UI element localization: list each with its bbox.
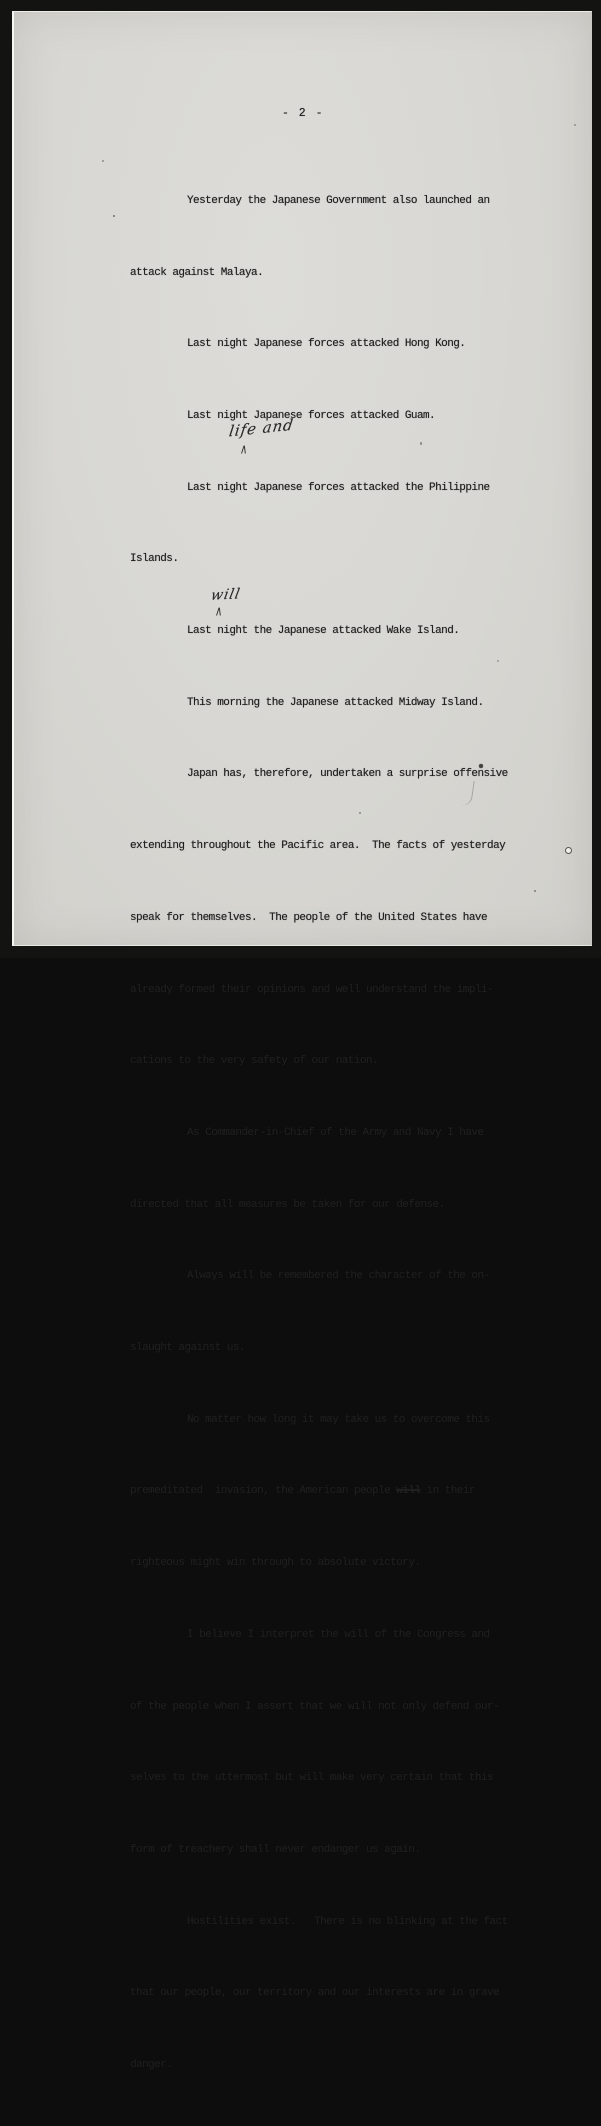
typed-line: of the people when I assert that we will not only defend our-: [130, 1700, 500, 1713]
insertion-caret: ∧: [214, 604, 224, 620]
dust-speck: [479, 764, 483, 768]
dust-speck: [534, 890, 536, 892]
typed-line: Last night the Japanese attacked Wake Island.: [187, 625, 460, 638]
typed-line: already formed their opinions and well understand the impli-: [130, 983, 494, 996]
typed-line: selves to the uttermost but will make very certain that this: [130, 1772, 494, 1785]
typed-line: directed that all measures be taken for our defense.: [130, 1198, 445, 1211]
dust-speck: [565, 847, 572, 854]
typed-line: Hostilities exist. There is no blinking at the fact: [187, 1915, 508, 1928]
typed-line-segment: premeditated invasion, the American people: [130, 1485, 397, 1498]
typed-line: Last night Japanese forces attacked Guam.: [187, 409, 436, 422]
typed-line: that our people, our territory and our interests are in grave: [130, 1987, 500, 2000]
dust-speck: [574, 124, 576, 126]
dust-speck: [113, 215, 115, 217]
insertion-caret: ∧: [239, 442, 249, 458]
typed-line: [130, 1480, 550, 1504]
typed-line: Yesterday the Japanese Government also launched an: [187, 194, 490, 207]
typed-line: form of treachery shall never endanger us again.: [130, 1843, 421, 1856]
typed-text-block: [130, 142, 550, 2126]
struck-word: will: [396, 1485, 421, 1498]
typed-line: No matter how long it may take us to overcome this: [187, 1413, 490, 1426]
typed-line: righteous might win through to absolute victory.: [130, 1557, 421, 1570]
typed-line: Last night Japanese forces attacked the Philippine: [187, 481, 490, 494]
typed-line: Last night Japanese forces attacked Hong Kong.: [187, 338, 466, 351]
typed-line: speak for themselves. The people of the United States have: [130, 911, 488, 924]
typed-line: slaught against us.: [130, 1342, 245, 1355]
typed-line: Islands.: [130, 553, 179, 566]
typed-line: Always will be remembered the character of the on-: [187, 1270, 490, 1283]
typed-line: As Commander-in-Chief of the Army and Navy I have: [187, 1126, 484, 1139]
typed-line: cations to the very safety of our nation.: [130, 1055, 379, 1068]
typed-line: attack against Malaya.: [130, 266, 264, 279]
typed-line: This morning the Japanese attacked Midway Island.: [187, 696, 484, 709]
typed-line: extending throughout the Pacific area. The facts of yesterday: [130, 840, 506, 853]
typed-line: I believe I interpret the will of the Congress and: [187, 1628, 490, 1641]
typed-line: danger.: [130, 2059, 173, 2072]
document-page: [12, 11, 592, 2072]
page-number: - 2 -: [282, 107, 325, 120]
handwritten-insertion-life-and: life and: [227, 415, 296, 441]
dust-speck: [497, 660, 499, 662]
typed-line: Japan has, therefore, undertaken a surprise offensive: [187, 768, 508, 781]
handwritten-insertion-will: will: [209, 586, 242, 604]
typed-line-segment: in their: [420, 1485, 475, 1498]
dust-speck: [102, 160, 104, 162]
dust-speck: [420, 442, 422, 445]
dust-speck: [359, 812, 361, 814]
